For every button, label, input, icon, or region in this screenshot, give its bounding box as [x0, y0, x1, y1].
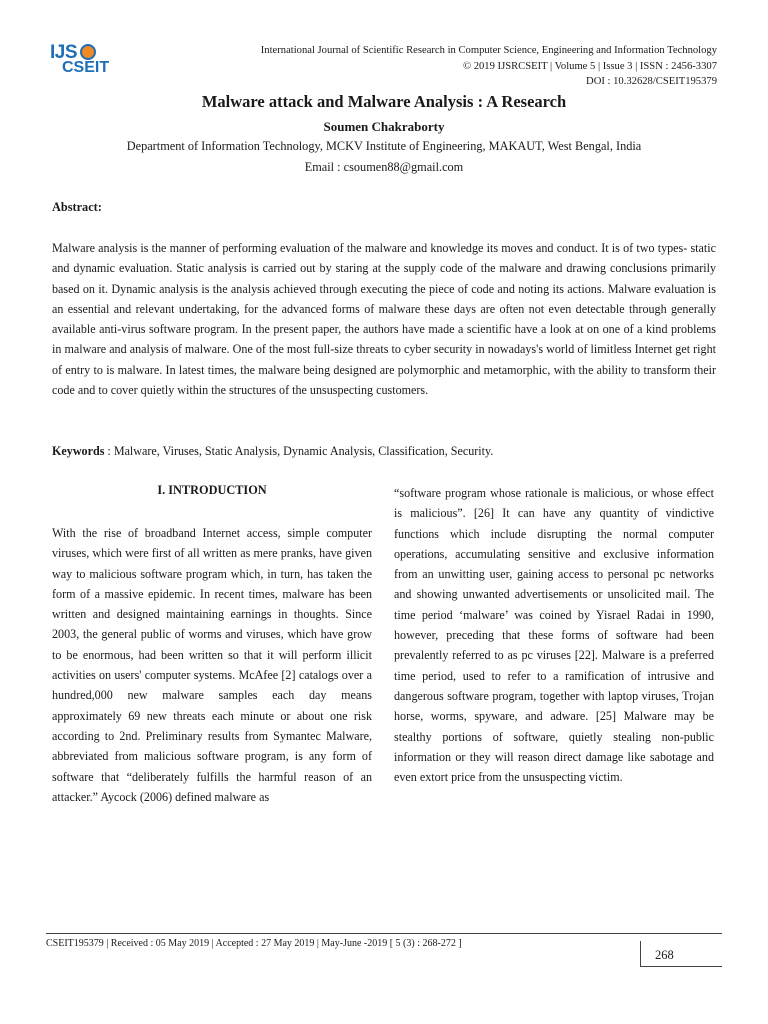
keywords-label: Keywords	[52, 444, 105, 458]
journal-doi: DOI : 10.32628/CSEIT195379	[586, 76, 717, 87]
paper-affiliation: Department of Information Technology, MCKV Institute of Engineering, MAKAUT, West Bengal, India	[126, 139, 642, 153]
footer-divider	[46, 933, 722, 934]
abstract-body: Malware analysis is the manner of performing evaluation of the malware and knowledge its moves and conduct. It is of two types- static and dynamic evaluation. Static analysis is carried out by staring at the supply code of the malware and drawing conclusions primarily based on it. Dynamic analysis is the analysis achieved through executing the piece of code and noting its actions. Malware evaluation is an essential and relevant undertaking, for the advanced forms of malware these days are often not even detectable through generally available anti-virus software program. In the present paper, the authors have made a scientific have a look at on one of a kind problems in malware and analysis of malware. One of the most full-size threats to cyber security in nowadays's world of limitless Internet get right of entry to is malware. In latest times, the malware being designed are polymorphic and metamorphic, with the ability to transform their code and to cover quietly within the structures of the unsuspecting customers.	[52, 241, 716, 398]
logo-text-top: IJS	[50, 42, 78, 63]
keywords-text: : Malware, Viruses, Static Analysis, Dynamic Analysis, Classification, Security.	[104, 444, 494, 458]
introduction-left-column: With the rise of broadband Internet access, simple computer viruses, which were first of all written as mere pranks, have given way to malicious software program which, in turn, has taken the form of a massive epidemic. In recent times, malware has been written and designed maintaining earnings in thoughts. Since 2003, the general public of worms and viruses, which have grow to be enormous, had been written so that it will perform illicit activities on users' computer systems. McAfee [2] catalogs over a hundred,000 new malware samples each day means approximately 69 new threats each minute or about one risk according to 2nd. Preliminary results from Symantec Malware, abbreviated from malicious software program, is any form of software that “deliberately fulfills the harmful reason of an attacker.” Aycock (2006) defined malware as	[52, 526, 372, 804]
footer-citation: CSEIT195379 | Received : 05 May 2019 | Accepted : 27 May 2019 | May-June -2019 [ 5 (3) : 268-272 ]	[46, 938, 462, 949]
abstract-heading: Abstract:	[52, 200, 102, 214]
paper-author: Soumen Chakraborty	[323, 119, 445, 134]
introduction-right-column: “software program whose rationale is malicious, or whose effect is malicious”. [26] It can have any quantity of vindictive functions which include disrupting the normal computer operations, accumulating sensitive and exclusive information from an unwitting user, gaining access to personal pc networks and showing unwanted advertisements or unsolicited mail. The time period ‘malware’ was coined by Yisrael Radai in 1990, however, preceding that these forms of software had been prevalently referred to as pc viruses [22]. Malware is a preferred time period, used to refer to a ramification of intrusive and dangerous software program, together with laptop viruses, Trojan horse, worms, spyware, and adware. [25] Malware may be stealthy portions of software, quietly stealing non-public information or they will reason direct damage like sabotage and even extort price from the unsuspecting victim.	[394, 486, 714, 785]
page-number: 268	[640, 941, 722, 967]
paper-email: Email : csoumen88@gmail.com	[304, 160, 464, 174]
paper-title: Malware attack and Malware Analysis : A Research	[201, 92, 567, 111]
logo-text-bottom: CSEIT	[62, 59, 110, 76]
gear-icon	[80, 44, 96, 60]
section-heading-introduction: I. INTRODUCTION	[157, 483, 267, 497]
journal-name: International Journal of Scientific Research in Computer Science, Engineering and Information Technology	[260, 45, 717, 56]
journal-header	[157, 43, 717, 90]
journal-logo	[50, 42, 116, 82]
journal-issue-line: © 2019 IJSRCSEIT | Volume 5 | Issue 3 | ISSN : 2456-3307	[463, 60, 717, 72]
keywords	[52, 442, 716, 460]
